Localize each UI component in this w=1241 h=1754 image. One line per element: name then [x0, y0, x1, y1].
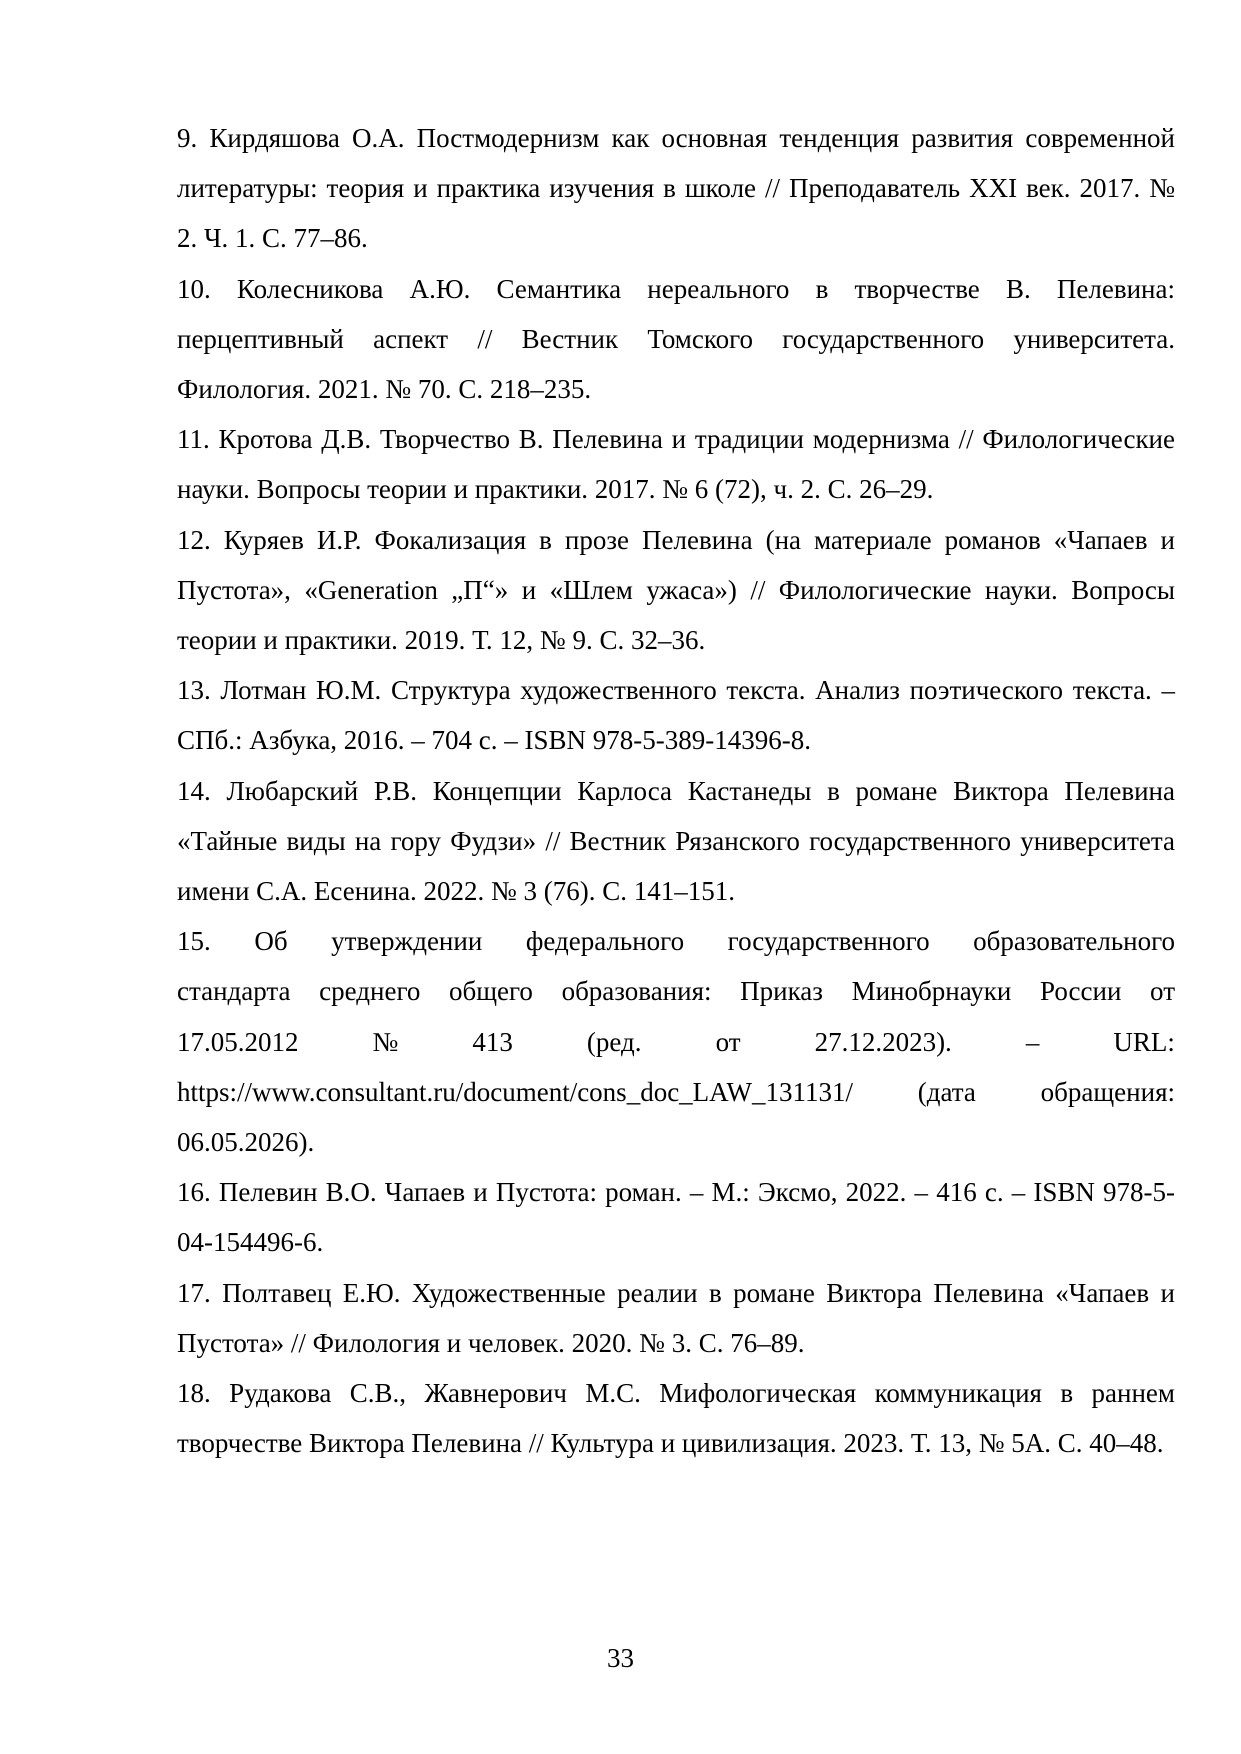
reference-15-number-sign: № — [372, 1026, 399, 1057]
reference-15-edition-label: (ред. — [586, 1026, 642, 1057]
reference-15-line-4 — [177, 1067, 1175, 1117]
reference-15-from-label: от — [715, 1026, 741, 1057]
reference-item-12: 12. Куряев И.Р. Фокализация в прозе Пелевина (на материале романов «Чапаев и Пустота», «Generation „П“» и «Шлем ужаса») // Филологические науки. Вопросы теории и практики. 2019. Т. 12, № 9. С. 32–36. — [177, 524, 1175, 656]
reference-item-17: 17. Полтавец Е.Ю. Художественные реалии в романе Виктора Пелевина «Чапаев и Пустота» // Филология и человек. 2020. № 3. С. 76–89. — [177, 1277, 1175, 1358]
reference-15-dash: – — [1025, 1026, 1040, 1057]
reference-item-11: 11. Кротова Д.В. Творчество В. Пелевина и традиции модернизма // Филологические науки. Вопросы теории и практики. 2017. № 6 (72), ч. 2. С. 26–29. — [177, 424, 1175, 505]
reference-15-line-3 — [177, 1017, 1175, 1067]
reference-list — [177, 113, 1175, 1468]
reference-15-number: 413 — [472, 1026, 513, 1057]
reference-item-9: 9. Кирдяшова О.А. Постмодернизм как основная тенденция развития современной литературы: теория и практика изучения в школе // Преподаватель XXI век. 2017. № 2. Ч. 1. С. 77–86. — [177, 123, 1175, 254]
reference-15-edition-date: 27.12.2023). — [814, 1026, 952, 1057]
reference-15-url: https://www.consultant.ru/document/cons_doc_LAW_131131/ — [177, 1076, 853, 1107]
reference-item-14: 14. Любарский Р.В. Концепции Карлоса Кастанеды в романе Виктора Пелевина «Тайные виды на гору Фудзи» // Вестник Рязанского государственного университета имени С.А. Есенина. 2022. № 3 (76). С. 141–151. — [177, 775, 1175, 907]
reference-item-15 — [177, 916, 1175, 1167]
reference-15-line-2-text: стандарта среднего общего образования: Приказ Минобрнауки России от — [177, 976, 1175, 1007]
reference-15-access-label: (дата — [917, 1076, 976, 1107]
reference-item-13: 13. Лотман Ю.М. Структура художественного текста. Анализ поэтического текста. – СПб.: Азбука, 2016. – 704 с. – ISBN 978-5-389-14396-8. — [177, 675, 1175, 756]
reference-15-line-5: 06.05.2026). — [177, 1127, 315, 1158]
reference-15-line-1 — [177, 916, 1175, 966]
reference-15-date: 17.05.2012 — [177, 1026, 299, 1057]
reference-15-url-label: URL: — [1113, 1026, 1175, 1057]
reference-15-line-1-text: 15. Об утверждении федерального государственного образовательного — [177, 926, 1175, 957]
reference-15-access-word: обращения: — [1040, 1076, 1175, 1107]
reference-item-10: 10. Колесникова А.Ю. Семантика нереального в творчестве В. Пелевина: перцептивный аспект // Вестник Томского государственного университета. Филология. 2021. № 70. С. 218–235. — [177, 273, 1175, 405]
reference-item-16: 16. Пелевин В.О. Чапаев и Пустота: роман. – М.: Эксмо, 2022. – 416 с. – ISBN 978-5-04-154496-6. — [177, 1177, 1175, 1258]
reference-item-18: 18. Рудакова С.В., Жавнерович М.С. Мифологическая коммуникация в раннем творчестве Виктора Пелевина // Культура и цивилизация. 2023. Т. 13, № 5А. С. 40–48. — [177, 1378, 1175, 1459]
reference-15-line-2 — [177, 966, 1175, 1016]
page-number: 33 — [607, 1643, 634, 1673]
